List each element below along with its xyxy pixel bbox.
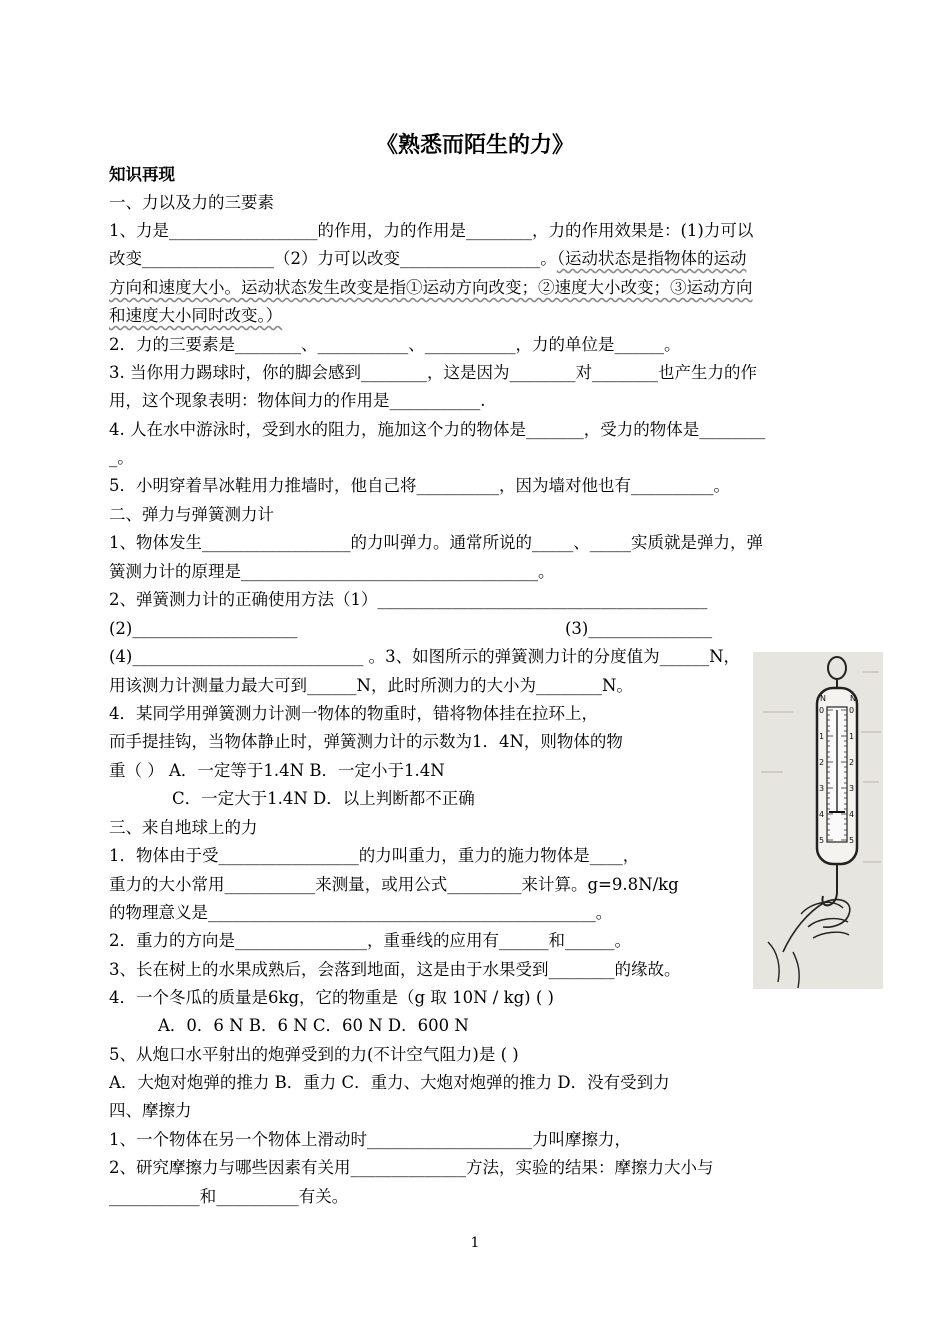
- text-line: 2、弹簧测力计的正确使用方法（1）________________________________________: [109, 590, 708, 609]
- text-line: 簧测力计的原理是____________________________________。: [109, 562, 555, 581]
- section-heading: 知识再现: [109, 165, 175, 184]
- text-line: 用，这个现象表明：物体间力的作用是___________.: [109, 391, 486, 410]
- spring-scale-drawing: [753, 652, 883, 989]
- wavy-note: （运动状态是指物体的运动: [556, 249, 747, 268]
- text-line: 4．一个冬瓜的质量是6kg，它的物重是（g 取 10N / kg) ( ): [109, 988, 554, 1007]
- text-line: 和速度大小同时改变。）: [109, 306, 283, 325]
- text-line: 1．物体由于受_________________的力叫重力，重力的施力物体是____，: [109, 846, 640, 865]
- text-line: (4)____________________________ 。3、如图所示的弹簧测力计的分度值为______N，: [109, 647, 741, 666]
- text-line: 4. 人在水中游泳时，受到水的阻力，施加这个力的物体是_______，受力的物体是________: [109, 420, 766, 439]
- tick-label-right: 5: [849, 836, 855, 845]
- tick-label-left: 3: [819, 784, 825, 793]
- heading-elastic-force: 二、弹力与弹簧测力计: [109, 505, 274, 524]
- text-line: 4．某同学用弹簧测力计测一物体的物重时，错将物体挂在拉环上，: [109, 704, 598, 723]
- spring-scale-figure: [753, 652, 883, 989]
- text-line: [109, 247, 747, 271]
- text-line: (2)____________________: [109, 619, 298, 638]
- text-line: ___________和__________有关。: [109, 1187, 349, 1206]
- text-line: 1、物体发生__________________的力叫弹力。通常所说的_____、_____实质就是弹力，弹: [109, 533, 763, 552]
- text-line: 3. 当你用力踢球时，你的脚会感到________，这是因为________对________也产生力的作: [109, 363, 757, 382]
- page-title: 《熟悉而陌生的力》: [375, 133, 574, 158]
- text-line: 1、一个物体在另一个物体上滑动时____________________力叫摩擦力，: [109, 1130, 631, 1149]
- tick-label-left: 1: [819, 732, 825, 741]
- text-line: (3)_______________: [565, 619, 713, 638]
- text-line: 2．力的三要素是________、___________、___________，力的单位是______。: [109, 335, 681, 354]
- tick-label-right: 3: [849, 784, 855, 793]
- text-line: A．大炮对炮弹的推力 B．重力 C．重力、大炮对炮弹的推力 D．没有受到力: [109, 1073, 670, 1092]
- tick-label-right: 2: [849, 758, 855, 767]
- unit-label-left: N: [820, 694, 826, 703]
- text-line: 方向和速度大小。运动状态发生改变是指①运动方向改变；②速度大小改变；③运动方向: [109, 278, 753, 297]
- text-line: A．0．6 N B．6 N C．60 N D．600 N: [158, 1016, 469, 1035]
- text-span: 改变________________（2）力可以改变_________________。: [109, 249, 557, 268]
- text-line: 1、力是__________________的作用，力的作用是________，力的作用效果是：(1)力可以: [109, 221, 754, 240]
- text-line: 重力的大小常用___________来测量，或用公式_________来计算。g=9.8N/kg: [109, 875, 679, 894]
- text-line: 5．小明穿着旱冰鞋用力推墙时，他自己将__________，因为墙对他也有__________。: [109, 476, 730, 495]
- unit-label-right: N: [850, 694, 856, 703]
- tick-label-right: 1: [849, 732, 855, 741]
- tick-label-left: 5: [819, 836, 825, 845]
- tick-label-left: 4: [819, 810, 825, 819]
- tick-label-right: 0: [849, 706, 855, 715]
- tick-label-left: 2: [819, 758, 825, 767]
- text-line: 5、从炮口水平射出的炮弹受到的力(不计空气阻力)是 ( ): [109, 1045, 519, 1064]
- page-number: 1: [470, 1235, 480, 1251]
- text-line: 2、研究摩擦力与哪些因素有关用______________方法，实验的结果：摩擦力大小与: [109, 1158, 714, 1177]
- tick-label-right: 4: [849, 810, 855, 819]
- text-line: _。: [109, 448, 134, 467]
- text-line: 2．重力的方向是________________，重垂线的应用有______和______。: [109, 931, 631, 950]
- text-line: 的物理意义是_______________________________________________。: [109, 903, 613, 922]
- text-line: 而手提挂钩，当物体静止时，弹簧测力计的示数为1．4N，则物体的物: [109, 732, 623, 751]
- text-line: 用该测力计测量力最大可到______N，此时所测力的大小为________N。: [109, 676, 633, 695]
- tick-label-left: 0: [819, 706, 825, 715]
- heading-gravity: 三、来自地球上的力: [109, 818, 258, 837]
- text-line: 重（ ） A．一定等于1.4N B．一定小于1.4N: [109, 761, 445, 780]
- text-line: 3、长在树上的水果成熟后，会落到地面，这是由于水果受到________的缘故。: [109, 960, 681, 979]
- heading-force-elements: 一、力以及力的三要素: [109, 193, 274, 212]
- heading-friction: 四、摩擦力: [109, 1101, 192, 1120]
- text-line: C．一定大于1.4N D．以上判断都不正确: [172, 789, 475, 808]
